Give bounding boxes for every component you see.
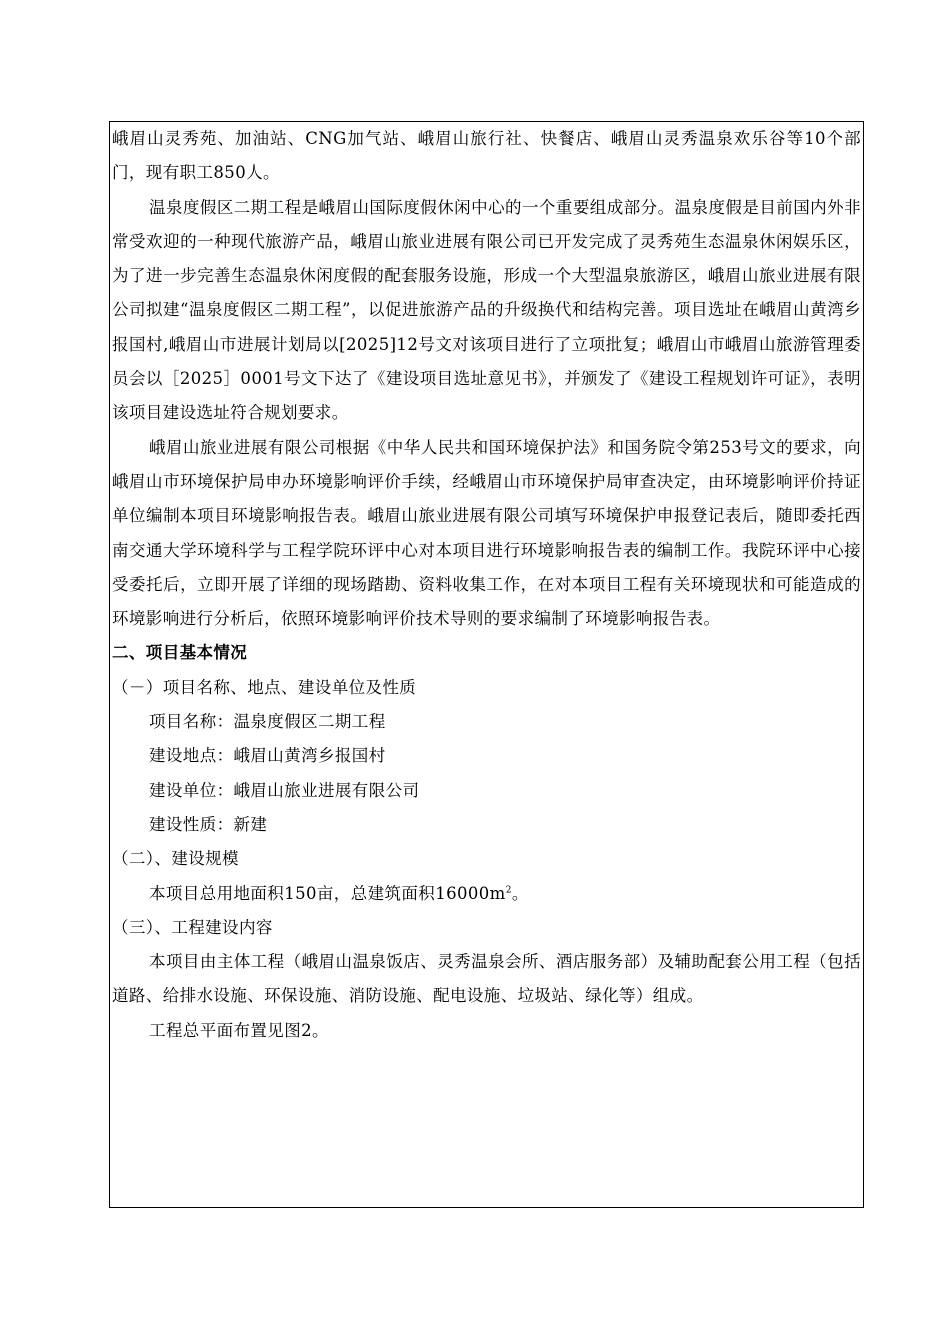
project-scale-line (112, 877, 861, 911)
project-content-paragraph: 本项目由主体工程（峨眉山温泉饭店、灵秀温泉会所、酒店服务部）及辅助配套公用工程（包括道路、给排水设施、环保设施、消防设施、配电设施、垃圾站、绿化等）组成。 (112, 952, 861, 1006)
scale-end: 。 (511, 883, 529, 903)
project-location-line: 建设地点：峨眉山黄湾乡报国村 (149, 746, 386, 766)
paragraph-eia-procedure: 峨眉山旅业进展有限公司根据《中华人民共和国环境保护法》和国务院令第253号文的要求，向峨眉山市环境保护局申办环境影响评价手续，经峨眉山市环境保护局审查决定，由环境影响评价持证单位编制本项目环境影响报告表。峨眉山旅业进展有限公司填写环境保护申报登记表后，随即委托西南交通大学环境科学与工程学院环评中心对本项目进行环境影响报告表的编制工作。我院环评中心接受委托后，立即开展了详细的现场踏勘、资料收集工作，在对本项目工程有关环境现状和可能造成的环境影响进行分析后，依照环境影响评价技术导则的要求编制了环境影响报告表。 (112, 437, 861, 629)
subheading-name-location: （－）项目名称、地点、建设单位及性质 (112, 677, 417, 697)
paragraph-project-background: 温泉度假区二期工程是峨眉山国际度假休闲中心的一个重要组成部分。温泉度假是目前国内外非常受欢迎的一种现代旅游产品，峨眉山旅业进展有限公司已开发完成了灵秀苑生态温泉休闲娱乐区，为了进一步完善生态温泉休闲度假的配套服务设施，形成一个大型温泉旅游区，峨眉山旅业进展有限公司拟建“温泉度假区二期工程”，以促进旅游产品的升级换代和结构完善。项目选址在峨眉山黄湾乡报国村,峨眉山市进展计划局以[2025]12号文对该项目进行了立项批复；峨眉山市峨眉山旅游管理委员会以［2025］0001号文下达了《建设项目选址意见书》，并颁发了《建设工程规划许可证》，表明该项目建设选址符合规划要求。 (112, 197, 861, 423)
project-unit-line: 建设单位：峨眉山旅业进展有限公司 (149, 780, 420, 800)
section-heading-basic-info: 二、项目基本情况 (112, 643, 248, 663)
document-body (112, 122, 861, 1048)
scale-text: 本项目总用地面积150亩，总建筑面积16000m (149, 883, 506, 903)
scale-superscript: 2 (505, 885, 512, 896)
paragraph-departments: 峨眉山灵秀苑、加油站、CNG加气站、峨眉山旅行社、快餐店、峨眉山灵秀温泉欢乐谷等10个部门，现有职工850人。 (112, 129, 861, 183)
project-name-line: 项目名称：温泉度假区二期工程 (149, 712, 386, 732)
subheading-content: （三）、工程建设内容 (112, 917, 273, 937)
layout-reference-line: 工程总平面布置见图2。 (149, 1020, 329, 1040)
subheading-scale: （二）、建设规模 (112, 849, 239, 869)
project-nature-line: 建设性质：新建 (149, 814, 268, 834)
